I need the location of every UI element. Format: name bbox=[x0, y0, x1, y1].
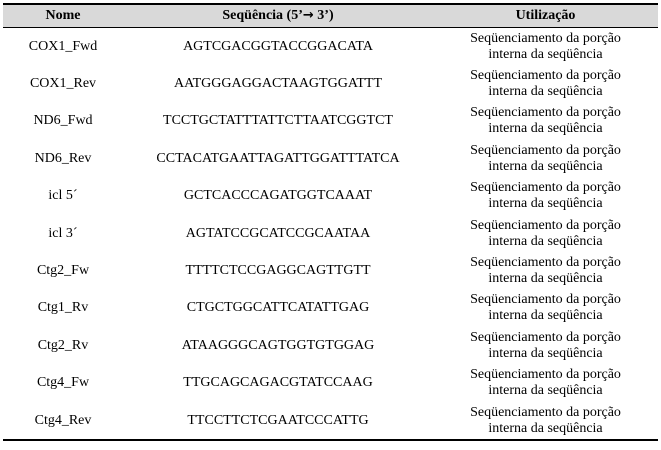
primer-name: ND6_Rev bbox=[34, 150, 92, 166]
usage-line-2: interna da seqüência bbox=[488, 121, 603, 137]
primer-name: icl 3´ bbox=[48, 225, 78, 241]
primer-table bbox=[3, 3, 658, 441]
usage-line-2: interna da seqüência bbox=[488, 196, 603, 212]
usage-line-1: Seqüenciamento da porção bbox=[470, 68, 621, 84]
primer-usage bbox=[433, 405, 658, 437]
table-row bbox=[3, 65, 658, 102]
primer-usage bbox=[433, 255, 658, 287]
usage-line-1: Seqüenciamento da porção bbox=[470, 105, 621, 121]
usage-line-2: interna da seqüência bbox=[488, 383, 603, 399]
primer-sequence: TCCTGCTATTTATTCTTAATCGGTCT bbox=[163, 113, 393, 129]
usage-line-1: Seqüenciamento da porção bbox=[470, 217, 621, 233]
primer-usage bbox=[433, 105, 658, 137]
primer-sequence: CTGCTGGCATTCATATTGAG bbox=[186, 300, 370, 316]
primer-name: Ctg1_Rv bbox=[37, 300, 89, 316]
usage-line-1: Seqüenciamento da porção bbox=[470, 404, 621, 420]
primer-sequence: GCTCACCCAGATGGTCAAAT bbox=[183, 188, 373, 204]
table-row bbox=[3, 215, 658, 252]
primer-name: Ctg4_Fw bbox=[36, 375, 90, 391]
table-row bbox=[3, 140, 658, 177]
usage-line-1: Seqüenciamento da porção bbox=[470, 292, 621, 308]
primer-name: Ctg2_Fw bbox=[36, 263, 90, 279]
primer-sequence: AGTCGACGGTACCGGACATA bbox=[183, 38, 373, 54]
primer-usage bbox=[433, 218, 658, 250]
table-row bbox=[3, 28, 658, 65]
primer-sequence: ATAAGGGCAGTGGTGTGGAG bbox=[181, 337, 375, 353]
primer-usage bbox=[433, 143, 658, 175]
primer-name: Ctg4_Rev bbox=[34, 412, 92, 428]
usage-line-1: Seqüenciamento da porção bbox=[470, 367, 621, 383]
usage-line-2: interna da seqüência bbox=[488, 345, 603, 361]
primer-name: Ctg2_Rv bbox=[37, 337, 89, 353]
header-usage: Utilização bbox=[515, 8, 576, 23]
header-sequence-suffix: 3’) bbox=[313, 8, 334, 23]
primer-name: icl 5´ bbox=[48, 188, 78, 204]
usage-line-2: interna da seqüência bbox=[488, 158, 603, 174]
primer-name: COX1_Rev bbox=[29, 76, 97, 92]
table-row bbox=[3, 252, 658, 289]
primer-usage bbox=[433, 68, 658, 100]
primer-name: ND6_Fwd bbox=[33, 113, 93, 129]
primer-usage bbox=[433, 330, 658, 362]
table-row bbox=[3, 178, 658, 215]
usage-line-1: Seqüenciamento da porção bbox=[470, 329, 621, 345]
header-sequence bbox=[123, 8, 433, 24]
usage-line-2: interna da seqüência bbox=[488, 420, 603, 436]
usage-line-2: interna da seqüência bbox=[488, 271, 603, 287]
header-sequence-prefix: Seqüência (5’ bbox=[222, 8, 303, 23]
usage-line-1: Seqüenciamento da porção bbox=[470, 255, 621, 271]
table-row bbox=[3, 365, 658, 402]
primer-sequence: TTCCTTCTCGAATCCCATTG bbox=[187, 412, 369, 428]
table-body bbox=[3, 28, 658, 441]
primer-usage bbox=[433, 31, 658, 63]
primer-usage bbox=[433, 180, 658, 212]
arrow-right-icon: → bbox=[302, 8, 314, 23]
primer-sequence: TTTTCTCCGAGGCAGTTGTT bbox=[185, 263, 371, 279]
table-row bbox=[3, 103, 658, 140]
primer-name: COX1_Fwd bbox=[28, 38, 98, 54]
primer-sequence: AATGGGAGGACTAAGTGGATTT bbox=[173, 76, 383, 92]
usage-line-2: interna da seqüência bbox=[488, 308, 603, 324]
table-row bbox=[3, 402, 658, 439]
table-row bbox=[3, 290, 658, 327]
usage-line-2: interna da seqüência bbox=[488, 84, 603, 100]
primer-usage bbox=[433, 292, 658, 324]
table-header bbox=[3, 3, 658, 28]
usage-line-2: interna da seqüência bbox=[488, 46, 603, 62]
primer-sequence: TTGCAGCAGACGTATCCAAG bbox=[183, 375, 373, 391]
primer-sequence: CCTACATGAATTAGATTGGATTTATCA bbox=[156, 150, 400, 166]
usage-line-1: Seqüenciamento da porção bbox=[470, 142, 621, 158]
table-row bbox=[3, 327, 658, 364]
primer-usage bbox=[433, 367, 658, 399]
usage-line-2: interna da seqüência bbox=[488, 233, 603, 249]
usage-line-1: Seqüenciamento da porção bbox=[470, 180, 621, 196]
header-name: Nome bbox=[45, 8, 81, 23]
primer-sequence: AGTATCCGCATCCGCAATAA bbox=[185, 225, 371, 241]
usage-line-1: Seqüenciamento da porção bbox=[470, 30, 621, 46]
